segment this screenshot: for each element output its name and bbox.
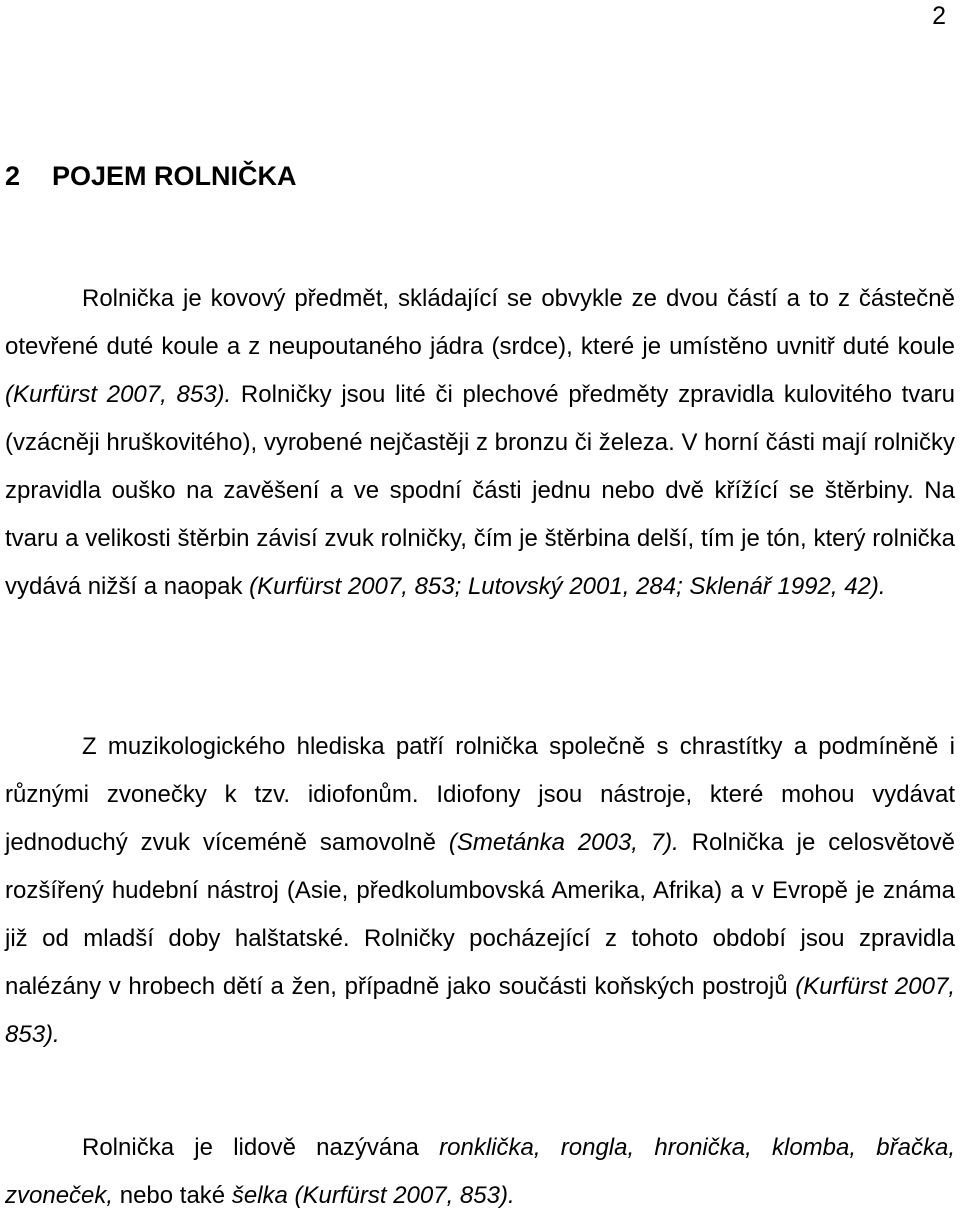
- text-segment: nebo také: [113, 1182, 232, 1209]
- citation: (Kurfürst 2007, 853; Lutovský 2001, 284; Sklenář 1992, 42).: [249, 573, 886, 600]
- chapter-number: 2: [5, 161, 21, 191]
- citation: šelka (Kurfürst 2007, 853).: [231, 1182, 515, 1209]
- text-segment: Rolnička je lidově nazývána: [82, 1134, 440, 1161]
- citation: (Smetánka 2003, 7).: [448, 829, 679, 856]
- paragraph-musicology: [5, 723, 955, 1059]
- text-segment: Rolnička je celosvětově rozšířený hudební nástroj (Asie, předkolumbovská Amerika, Afrika) a v Evropě je známa již od mladší doby halštatské. Rolničky pocházející z tohoto období jsou zpravidla nalézány v hrobech dětí a žen, případně jako součásti koňských postrojů: [5, 829, 955, 1000]
- citation: (Kurfürst 2007, 853).: [5, 973, 955, 1048]
- folk-names: ronklička, rongla, hronička, klomba, břačka, zvoneček,: [5, 1134, 955, 1209]
- text-segment: Rolničky jsou lité či plechové předměty zpravidla kulovitého tvaru (vzácněji hruškovitého), vyrobené nejčastěji z bronzu či železa. V horní části mají rolničky zpravidla ouško na zavěšení a ve spodní části jednu nebo dvě křížící se štěrbiny. Na tvaru a velikosti štěrbin závisí zvuk rolničky, čím je štěrbina delší, tím je tón, který rolnička vydává nižší a naopak: [5, 381, 955, 600]
- text-segment: Rolnička je kovový předmět, skládající se obvykle ze dvou částí a to z částečně otevřené duté koule a z neupoutaného jádra (srdce), které je umístěno uvnitř duté koule: [5, 285, 955, 360]
- paragraph-definition: [5, 275, 955, 611]
- paragraph-folk-names: [5, 1124, 955, 1220]
- citation: (Kurfürst 2007, 853).: [5, 381, 232, 408]
- chapter-title: POJEM ROLNIČKA: [52, 161, 297, 191]
- text-segment: Z muzikologického hlediska patří rolnička společně s chrastítky a podmíněně i různými zvonečky k tzv. idiofonům. Idiofony jsou nástroje, které mohou vydávat jednoduchý zvuk víceméně samovolně: [5, 733, 955, 856]
- page-number: 2: [932, 2, 946, 30]
- chapter-heading: [5, 158, 297, 194]
